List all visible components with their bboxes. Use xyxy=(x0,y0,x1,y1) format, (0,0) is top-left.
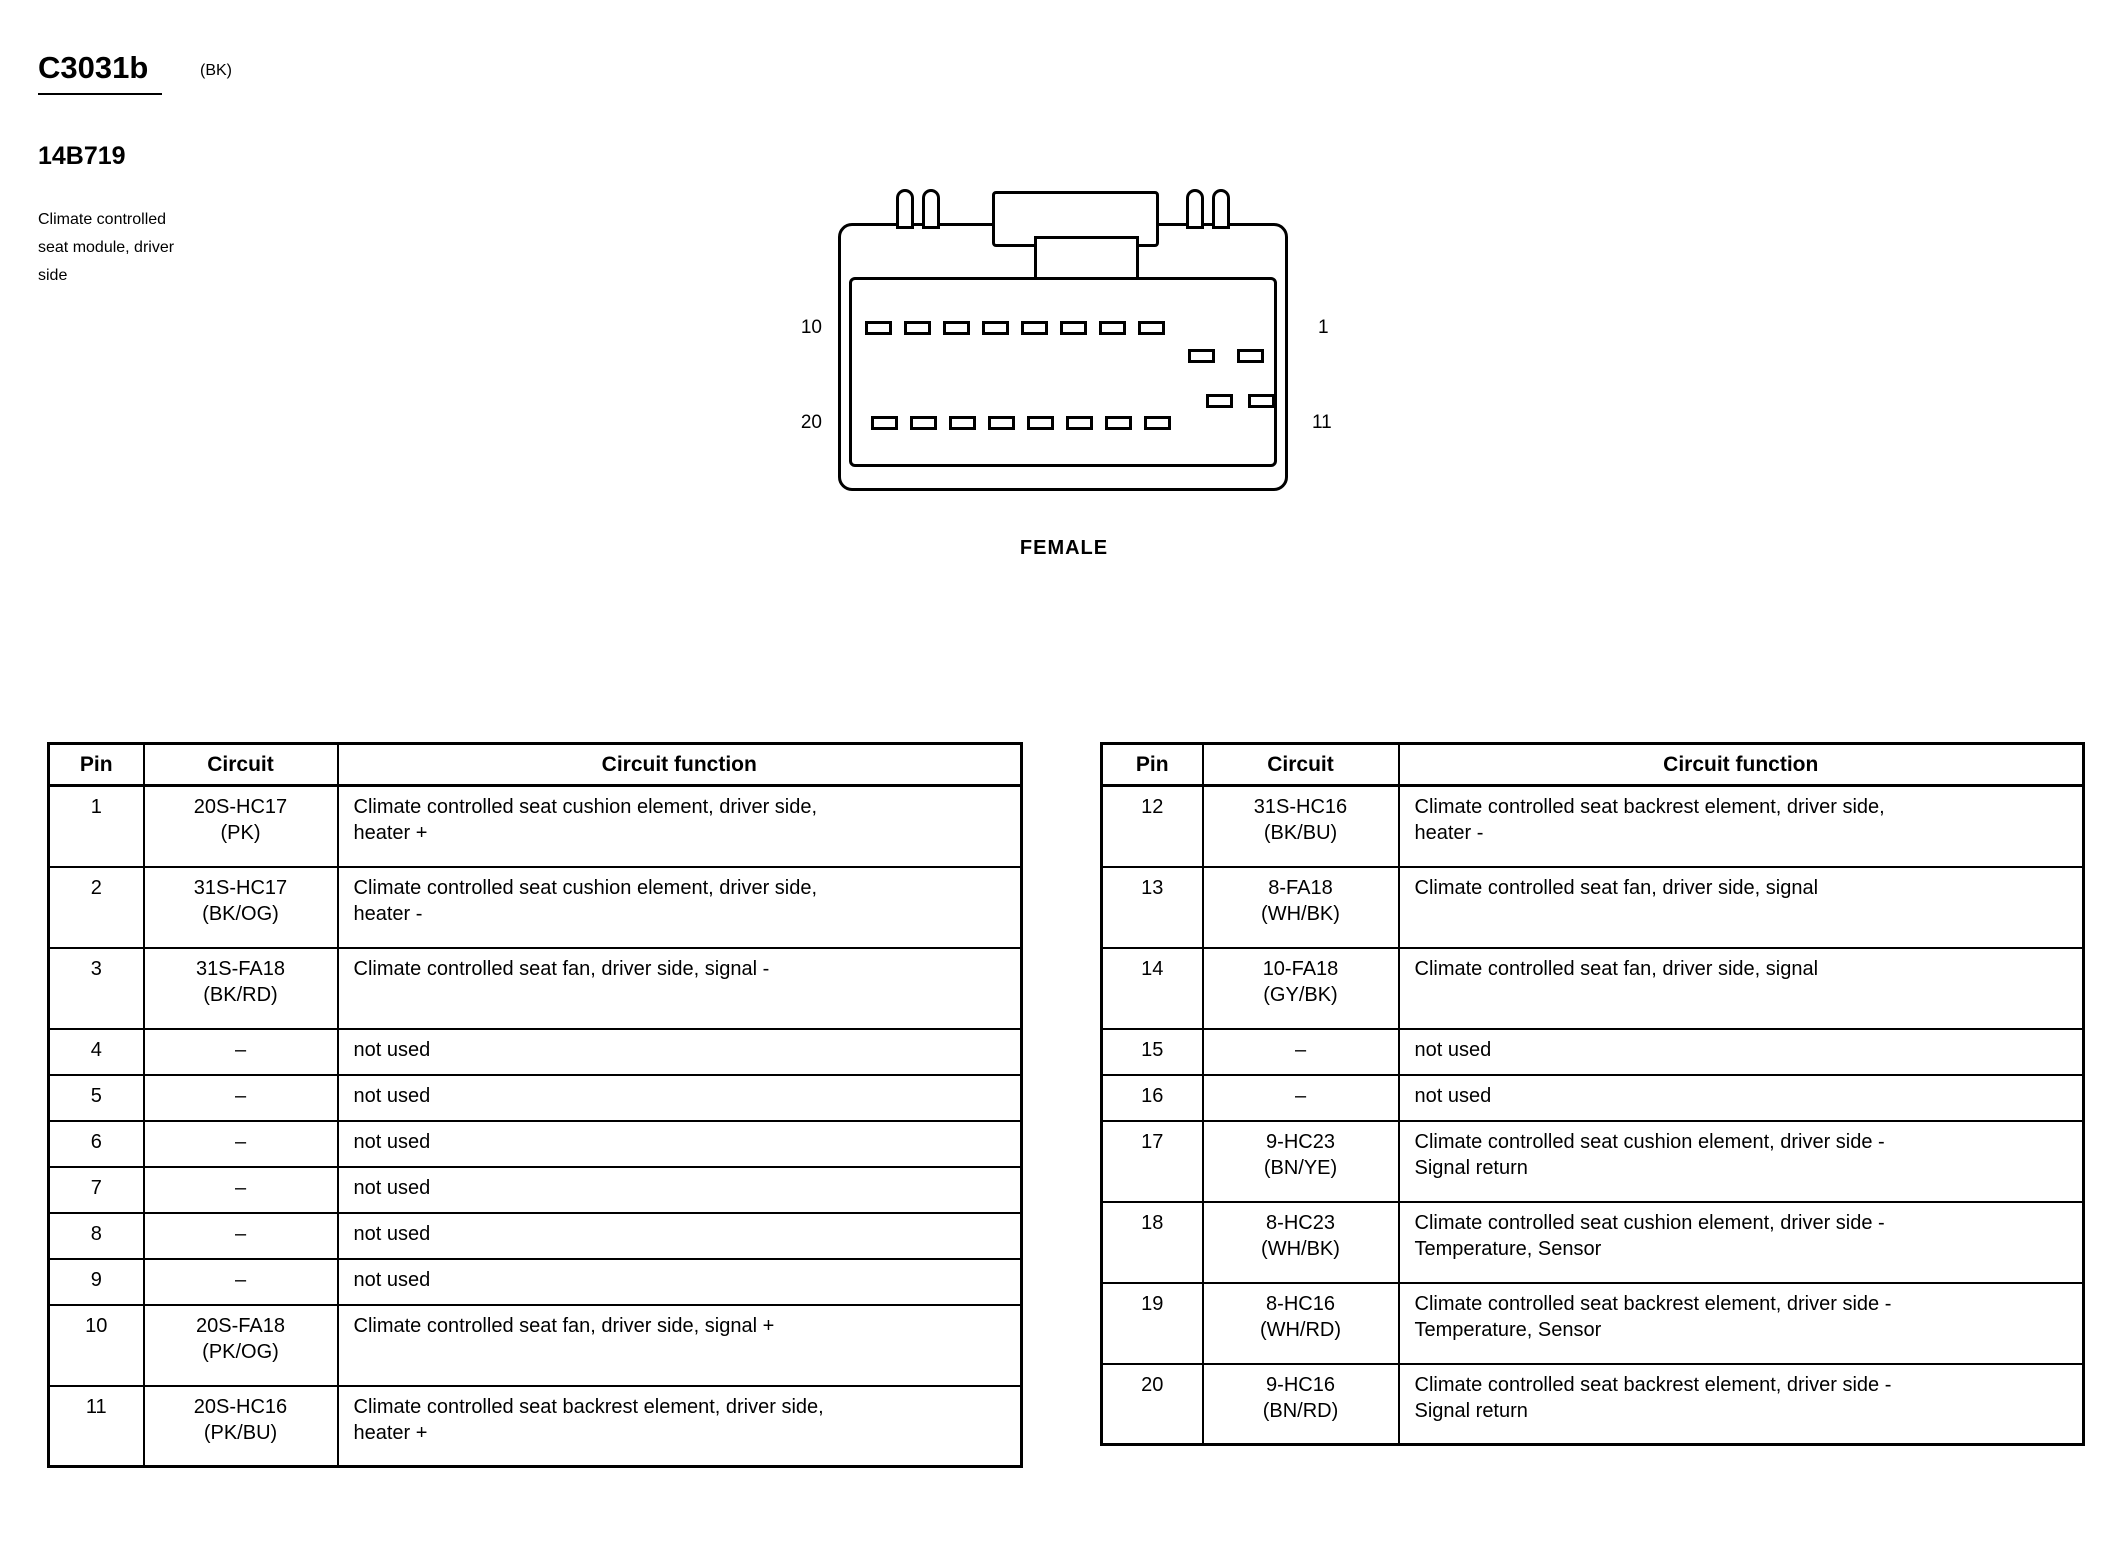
circuit-function: Climate controlled seat fan, driver side, signal - xyxy=(338,948,1022,1029)
connector-pin-cavity xyxy=(1021,321,1048,335)
circuit-code: – xyxy=(144,1075,338,1121)
connector-pin-cavity xyxy=(1188,349,1215,363)
circuit-function: Climate controlled seat fan, driver side, signal + xyxy=(338,1305,1022,1386)
connector-pin-cavity xyxy=(1060,321,1087,335)
pin-table-row xyxy=(1102,948,2084,1029)
circuit-code: 8-HC23 (WH/BK) xyxy=(1203,1202,1399,1283)
circuit-function: Climate controlled seat cushion element, driver side - Temperature, Sensor xyxy=(1399,1202,2084,1283)
circuit-code: 9-HC16 (BN/RD) xyxy=(1203,1364,1399,1445)
pin-table-row xyxy=(1102,1121,2084,1202)
pin-table-row xyxy=(49,1029,1022,1075)
connector-pin-cavity xyxy=(949,416,976,430)
col-header-pin: Pin xyxy=(49,744,144,786)
connector-pin-cavity xyxy=(943,321,970,335)
circuit-function: Climate controlled seat backrest element, driver side, heater + xyxy=(338,1386,1022,1467)
pin-number: 13 xyxy=(1102,867,1203,948)
circuit-function: not used xyxy=(1399,1075,2084,1121)
connector-pin-cavity xyxy=(1206,394,1233,408)
circuit-function: not used xyxy=(338,1167,1022,1213)
pin-number: 15 xyxy=(1102,1029,1203,1075)
pin-table-row xyxy=(49,786,1022,867)
connector-pin-cavity xyxy=(910,416,937,430)
circuit-function: Climate controlled seat backrest element, driver side - Temperature, Sensor xyxy=(1399,1283,2084,1364)
pin-number: 11 xyxy=(49,1386,144,1467)
connector-pin-cavity xyxy=(1099,321,1126,335)
pin-number: 12 xyxy=(1102,786,1203,867)
connector-pin-cavity xyxy=(871,416,898,430)
pin-number: 14 xyxy=(1102,948,1203,1029)
connector-pin-cavity xyxy=(1144,416,1171,430)
pin-table-row xyxy=(49,948,1022,1029)
circuit-function: Climate controlled seat backrest element, driver side - Signal return xyxy=(1399,1364,2084,1445)
connector-pin-cavity xyxy=(1138,321,1165,335)
circuit-code: 20S-FA18 (PK/OG) xyxy=(144,1305,338,1386)
circuit-function: Climate controlled seat fan, driver side, signal xyxy=(1399,948,2084,1029)
connector-description xyxy=(38,206,174,290)
pin-table-row xyxy=(1102,1029,2084,1075)
circuit-code: 31S-HC17 (BK/OG) xyxy=(144,867,338,948)
pin-table-right xyxy=(1100,742,2085,1446)
circuit-function: not used xyxy=(338,1213,1022,1259)
connector-pin-cavity xyxy=(865,321,892,335)
col-header-circuit: Circuit xyxy=(144,744,338,786)
pin-number: 17 xyxy=(1102,1121,1203,1202)
pin-number: 8 xyxy=(49,1213,144,1259)
circuit-code: 8-HC16 (WH/RD) xyxy=(1203,1283,1399,1364)
connector-color-code: (BK) xyxy=(200,62,232,79)
pin-table-row xyxy=(49,1386,1022,1467)
circuit-code: – xyxy=(144,1167,338,1213)
pin-number: 7 xyxy=(49,1167,144,1213)
pin-table-row xyxy=(1102,1202,2084,1283)
pin-table-row xyxy=(49,1259,1022,1305)
connector-id: C3031b xyxy=(38,50,162,95)
pin-number: 4 xyxy=(49,1029,144,1075)
connector-pin-cavity xyxy=(1248,394,1275,408)
circuit-function: Climate controlled seat cushion element, driver side, heater - xyxy=(338,867,1022,948)
connector-pin-cavity xyxy=(988,416,1015,430)
circuit-function: not used xyxy=(338,1121,1022,1167)
circuit-function: Climate controlled seat cushion element, driver side, heater + xyxy=(338,786,1022,867)
pin-number: 2 xyxy=(49,867,144,948)
connector-pin-cavity xyxy=(904,321,931,335)
pin-number: 20 xyxy=(1102,1364,1203,1445)
circuit-function: Climate controlled seat cushion element, driver side - Signal return xyxy=(1399,1121,2084,1202)
table-header-row xyxy=(49,744,1022,786)
pin-table-row xyxy=(1102,1075,2084,1121)
col-header-circuit-function: Circuit function xyxy=(1399,744,2084,786)
circuit-code: – xyxy=(144,1213,338,1259)
pin-table-row xyxy=(1102,786,2084,867)
circuit-function: Climate controlled seat fan, driver side, signal xyxy=(1399,867,2084,948)
circuit-function: Climate controlled seat backrest element, driver side, heater - xyxy=(1399,786,2084,867)
pin-number: 19 xyxy=(1102,1283,1203,1364)
circuit-code: 9-HC23 (BN/YE) xyxy=(1203,1121,1399,1202)
connector-tab-icon xyxy=(1186,189,1204,229)
connector-pin-cavity xyxy=(1027,416,1054,430)
circuit-code: 31S-FA18 (BK/RD) xyxy=(144,948,338,1029)
circuit-code: – xyxy=(144,1029,338,1075)
pin-label-20: 20 xyxy=(800,412,822,433)
pin-table-row xyxy=(49,1167,1022,1213)
pin-table-row xyxy=(1102,867,2084,948)
connector-latch-inner xyxy=(1034,236,1139,280)
circuit-function: not used xyxy=(338,1029,1022,1075)
pin-table-row xyxy=(49,1075,1022,1121)
pin-number: 18 xyxy=(1102,1202,1203,1283)
circuit-code: 8-FA18 (WH/BK) xyxy=(1203,867,1399,948)
connector-pin-cavity xyxy=(982,321,1009,335)
col-header-pin: Pin xyxy=(1102,744,1203,786)
circuit-code: 31S-HC16 (BK/BU) xyxy=(1203,786,1399,867)
connector-tab-icon xyxy=(1212,189,1230,229)
description-line: seat module, driver xyxy=(38,239,175,256)
circuit-code: – xyxy=(144,1121,338,1167)
pin-number: 5 xyxy=(49,1075,144,1121)
circuit-code: 20S-HC17 (PK) xyxy=(144,786,338,867)
circuit-function: not used xyxy=(1399,1029,2084,1075)
pin-table-left xyxy=(47,742,1023,1468)
col-header-circuit-function: Circuit function xyxy=(338,744,1022,786)
pin-label-11: 11 xyxy=(1312,412,1332,433)
connector-tab-icon xyxy=(896,189,914,229)
pin-number: 9 xyxy=(49,1259,144,1305)
pin-label-10: 10 xyxy=(800,317,822,338)
circuit-code: 10-FA18 (GY/BK) xyxy=(1203,948,1399,1029)
table-header-row xyxy=(1102,744,2084,786)
circuit-function: not used xyxy=(338,1075,1022,1121)
connector-gender-label: FEMALE xyxy=(1019,537,1109,559)
pin-table-row xyxy=(49,867,1022,948)
col-header-circuit: Circuit xyxy=(1203,744,1399,786)
pin-label-1: 1 xyxy=(1318,317,1329,338)
pin-number: 3 xyxy=(49,948,144,1029)
part-number: 14B719 xyxy=(38,142,126,170)
circuit-function: not used xyxy=(338,1259,1022,1305)
circuit-code: – xyxy=(1203,1075,1399,1121)
circuit-code: – xyxy=(1203,1029,1399,1075)
description-line: Climate controlled xyxy=(38,211,167,228)
pin-number: 6 xyxy=(49,1121,144,1167)
pin-number: 1 xyxy=(49,786,144,867)
pin-table-row xyxy=(49,1213,1022,1259)
pin-table-row xyxy=(49,1305,1022,1386)
connector-pin-cavity xyxy=(1066,416,1093,430)
pin-table-row xyxy=(49,1121,1022,1167)
connector-pin-cavity xyxy=(1105,416,1132,430)
circuit-code: 20S-HC16 (PK/BU) xyxy=(144,1386,338,1467)
description-line: side xyxy=(38,267,68,284)
pin-table-row xyxy=(1102,1283,2084,1364)
pin-number: 10 xyxy=(49,1305,144,1386)
pin-number: 16 xyxy=(1102,1075,1203,1121)
connector-tab-icon xyxy=(922,189,940,229)
circuit-code: – xyxy=(144,1259,338,1305)
connector-pin-field xyxy=(849,277,1277,467)
connector-pin-cavity xyxy=(1237,349,1264,363)
pin-table-row xyxy=(1102,1364,2084,1445)
